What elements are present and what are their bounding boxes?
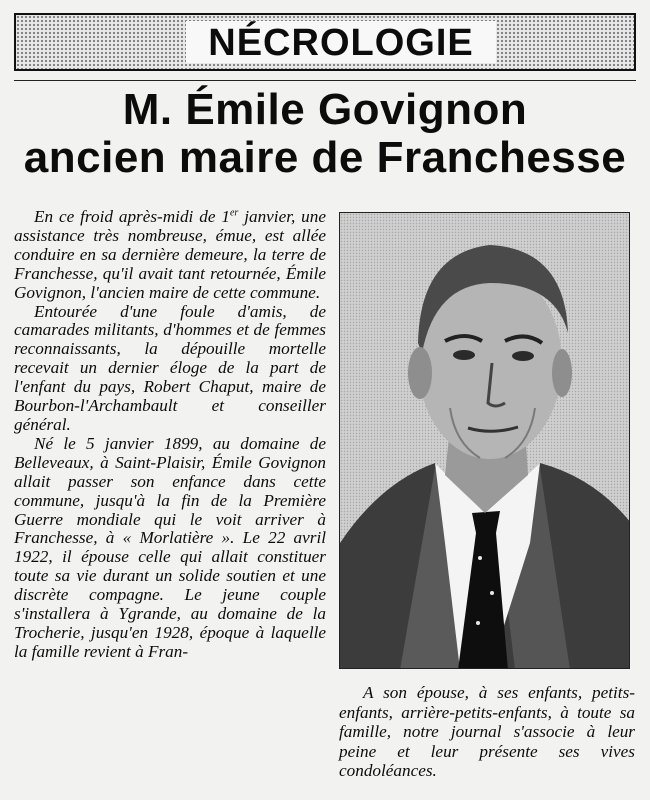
photo-caption	[339, 683, 635, 781]
headline-line-2: ancien maire de Franchesse	[23, 133, 627, 182]
paragraph-1-rest: janvier, une assistance très nombreuse, émue, est allée conduire en sa dernière demeure, la terre de Franchesse, qu'il avait tant retournée, Émile Govignon, l'ancien maire de cette commune.	[14, 207, 326, 302]
section-label: NÉCROLOGIE	[186, 21, 496, 63]
headline-line-1: M. Émile Govignon	[122, 85, 528, 134]
headline	[0, 86, 650, 182]
divider	[14, 80, 636, 81]
article-paragraph-3: Né le 5 janvier 1899, au domaine de Belleveaux, à Saint-Plaisir, Émile Govignon allait passer son enfance dans cette commune, jusqu'à la fin de la Première Guerre mondiale qui le voit arriver à Franchesse, à « Morlatière ». Le 22 avril 1922, il épouse celle qui allait constituer toute sa vie durant un solide soutien et une discrète compagne. Le jeune couple s'installera à Ygrande, au domaine de la Trocherie, jusqu'en 1928, époque à laquelle la famille revient à Fran-	[14, 433, 326, 661]
caption-text: A son épouse, à ses enfants, petits-enfants, arrière-petits-enfants, à toute sa famille, notre journal s'associe à leur peine et leur présente ses vives condoléances.	[339, 683, 635, 780]
section-banner	[14, 13, 636, 71]
portrait-illustration	[340, 213, 630, 669]
article-paragraph-1	[14, 208, 326, 303]
portrait-photo	[339, 212, 630, 669]
article-body	[14, 208, 326, 662]
ordinal-superscript: er	[229, 207, 239, 219]
article-paragraph-2: Entourée d'une foule d'amis, de camarades militants, d'hommes et de femmes reconnaissants, la dépouille mortelle recevait un dernier éloge de la part de l'enfant du pays, Robert Chaput, maire de Bourbon-l'Archambault et conseiller général.	[14, 301, 326, 434]
paragraph-1-start: En ce froid après-midi de 1	[34, 207, 230, 226]
